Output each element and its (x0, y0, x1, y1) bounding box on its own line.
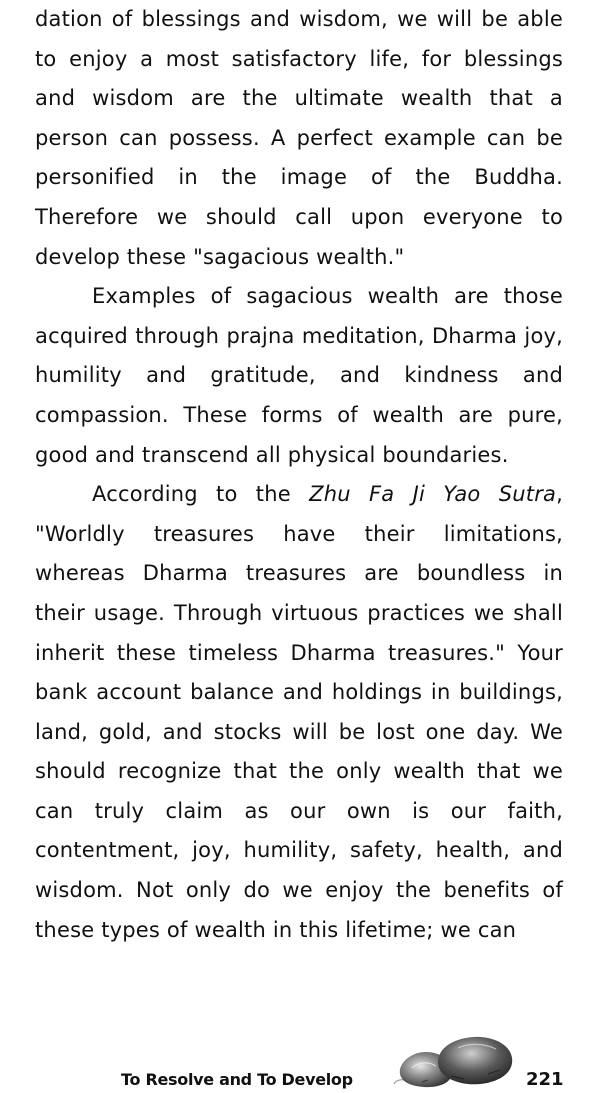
paragraph-text: According to the (92, 482, 310, 507)
sutra-title: Zhu Fa Ji Yao Sutra (309, 482, 557, 507)
running-footer-title: To Resolve and To Develop (121, 1070, 353, 1089)
paragraph-text: , "Worldly treasures have their limitations, whereas Dharma treasures are boundless in their usage. Through virtuous practices we shall inherit these timeless Dharma treasures." Your bank account balance and holdings in buildings, land, gold, and stocks will be lost one day. We should recognize that the only wealth that we can truly claim as our own is our faith, contentment, joy, humility, safety, health, and wisdom. Not only do we enjoy the benefits of these types of wealth in this lifetime; we can (35, 482, 563, 942)
page-number: 221 (526, 1069, 564, 1090)
stone-emblem-icon (392, 1024, 520, 1092)
paragraph-text: dation of blessings and wisdom, we will be able to enjoy a most satisfactory life, for blessings and wisdom are the ultimate wealth that a person can possess. A perfect example can be personified in the image of the Buddha. Therefore we should call upon everyone to develop these "sagacious wealth." (35, 7, 563, 269)
body-text (35, 0, 563, 950)
paragraph (35, 0, 563, 277)
paragraph (35, 277, 563, 475)
paragraph (35, 475, 563, 950)
page-footer (0, 1040, 600, 1093)
paragraph-text: Examples of sagacious wealth are those acquired through prajna meditation, Dharma joy, humility and gratitude, and kindness and compassion. These forms of wealth are pure, good and transcend all physical boundaries. (35, 284, 563, 467)
